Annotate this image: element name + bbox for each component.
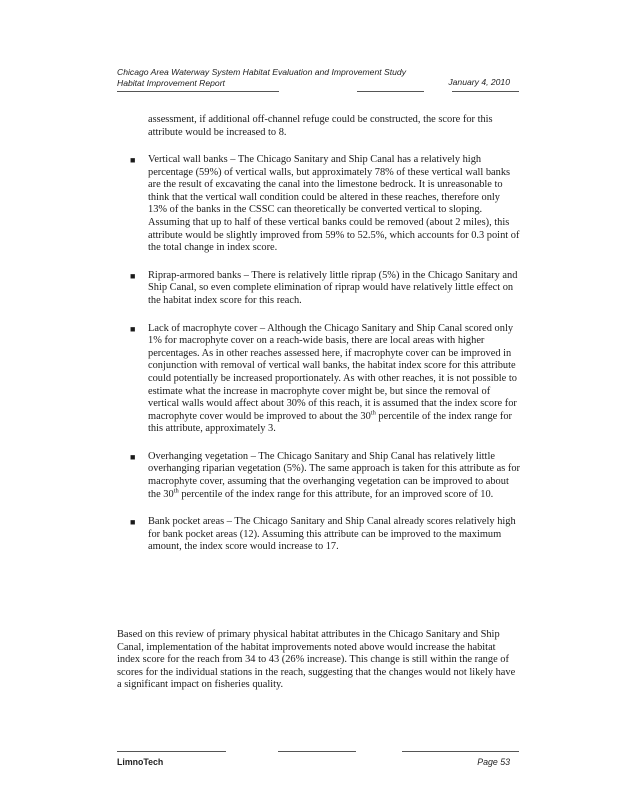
habitat-attribute-list (130, 154, 520, 569)
header-rule-right (452, 91, 519, 92)
ordinal-superscript: th (173, 487, 179, 495)
header-date: January 4, 2010 (448, 77, 510, 87)
footer-page-number: Page 53 (477, 757, 510, 767)
list-item-text-end: percentile of the index range for this attribute, approximately 3. (148, 410, 512, 435)
header-rule-left (117, 91, 279, 92)
list-item-overhanging-vegetation (130, 451, 520, 501)
bullet-icon: ■ (130, 451, 136, 462)
list-item-text: Bank pocket areas – The Chicago Sanitary and Ship Canal already scores relatively high for bank pocket areas (12). Assuming this attribute can be improved to the maximum amount, the index score would increase to 17. (148, 516, 516, 553)
footer-rule-left (117, 751, 226, 752)
list-item-vertical-wall-banks (130, 154, 520, 255)
bullet-icon: ■ (130, 270, 136, 281)
ordinal-superscript: th (370, 409, 376, 417)
list-item-bank-pocket-areas (130, 516, 520, 554)
continuation-paragraph: assessment, if additional off-channel refuge could be constructed, the score for this attribute would be increased to 8. (148, 114, 493, 138)
list-item-text-start: Lack of macrophyte cover – Although the Chicago Sanitary and Ship Canal scored only 1% for macrophyte cover on a reach-wide basis, there are local areas with higher percentages. As in other reaches assessed here, if macrophyte cover can be improved in conjunction with removal of vertical wall banks, the habitat index score for this attribute could potentially be increased proportionately. As with other reaches, it is not possible to estimate what the increase in macrophyte cover might be, but since the removal of vertical walls would affect about 30% of this reach, it is assumed that the index score for macrophyte cover would be improved to about the 30 (148, 322, 517, 422)
list-item-macrophyte-cover (130, 323, 520, 436)
list-item-text: Vertical wall banks – The Chicago Sanitary and Ship Canal has a relatively high percentage (59%) of vertical walls, but approximately 78% of these vertical wall banks are the result of excavating the canal into the limestone bedrock. It is unreasonable to think that the vertical wall condition could be altered in these reaches, therefore only 13% of the banks in the CSSC can theoretically be converted vertical to sloping. Assuming that up to half of these vertical banks could be removed (about 2 miles), this attribute would be slightly improved from 59% to 52.5%, which accounts for 0.3 point of the total change in index score. (148, 154, 520, 254)
bullet-icon: ■ (130, 155, 136, 165)
footer-company: LimnoTech (117, 757, 164, 767)
header-study-title: Chicago Area Waterway System Habitat Evaluation and Improvement Study (117, 67, 406, 77)
bullet-icon: ■ (130, 517, 136, 528)
list-item-text-end: percentile of the index range for this attribute, for an improved score of 10. (178, 488, 494, 500)
list-item-riprap-armored-banks (130, 270, 520, 308)
header-rule-middle (357, 91, 424, 92)
list-item-text-start: Overhanging vegetation – The Chicago Sanitary and Ship Canal has relatively little overhanging riparian vegetation (5%). The same approach is taken for this attribute as for macrophyte cover, assuming that the overhanging vegetation can be improved to about the 30 (148, 450, 521, 500)
conclusion-paragraph: Based on this review of primary physical habitat attributes in the Chicago Sanitary and Ship Canal, implementation of the habitat improvements noted above would increase the habitat index score for the reach from 34 to 43 (26% increase). This change is still within the range of scores for the individual stations in the reach, suggesting that the changes would not likely have a significant impact on fisheries quality. (117, 629, 516, 691)
header-report-title: Habitat Improvement Report (117, 78, 225, 88)
footer-rule-middle (278, 751, 356, 752)
footer-rule-right (402, 751, 519, 752)
bullet-icon: ■ (130, 323, 136, 334)
list-item-text: Riprap-armored banks – There is relatively little riprap (5%) in the Chicago Sanitary and Ship Canal, so even complete elimination of riprap would have relatively little effect on the habitat index score for this reach. (148, 269, 518, 306)
